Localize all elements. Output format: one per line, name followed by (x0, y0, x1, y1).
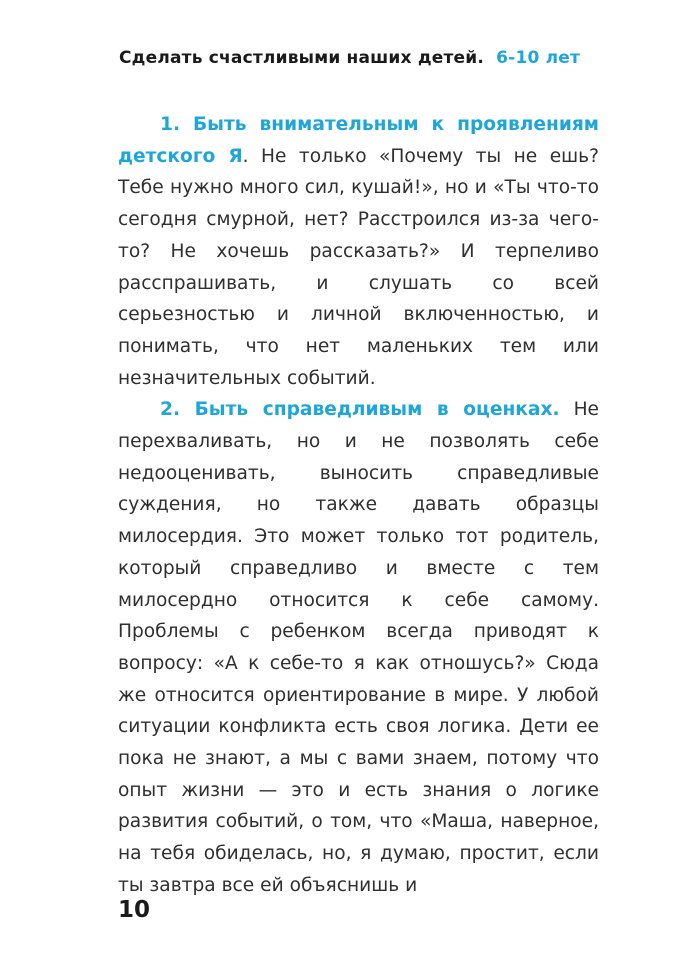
section-heading-2: 2. Быть справедливым в оценках. (160, 399, 560, 421)
paragraph-1 (118, 109, 599, 394)
running-header (119, 48, 589, 68)
chapter-title: Сделать счастливыми наших детей. (119, 48, 485, 68)
section-text-2: Не перехваливать, но и не позволять себе недооценивать, выносить справедливые суждения, но также давать образцы милосердия. Это может только тот родитель, который справедливо и вместе с тем милосердно относится к себе самому. Проблемы с ребенком всегда приводят к вопросу: «А к себе-то я как отношусь?» Сюда же относится ориентирование в мире. У любой ситуации конфликта есть своя логика. Дети ее пока не знают, а мы с вами знаем, потому что опыт жизни — это и есть знания о логике развития событий, о том, что «Маша, наверное, на тебя обиделась, но, я думаю, простит, если ты завтра все ей объяснишь и (118, 399, 599, 896)
section-heading-1: 1. Быть внимательным к проявлениям детского Я (118, 114, 599, 167)
page-body (118, 109, 599, 902)
age-range-label: 6-10 лет (496, 48, 581, 68)
section-text-1: . Не только «Почему ты не ешь? Тебе нужно много сил, кушай!», но и «Ты что-то сегодня смурной, нет? Расстроился из-за чего-то? Не хочешь рассказать?» И терпеливо расспрашивать, и слушать со всей серьезностью и личной включенностью, и понимать, что нет маленьких тем или незначительных событий. (118, 145, 599, 389)
page-number: 10 (118, 897, 151, 923)
paragraph-2 (118, 394, 599, 901)
